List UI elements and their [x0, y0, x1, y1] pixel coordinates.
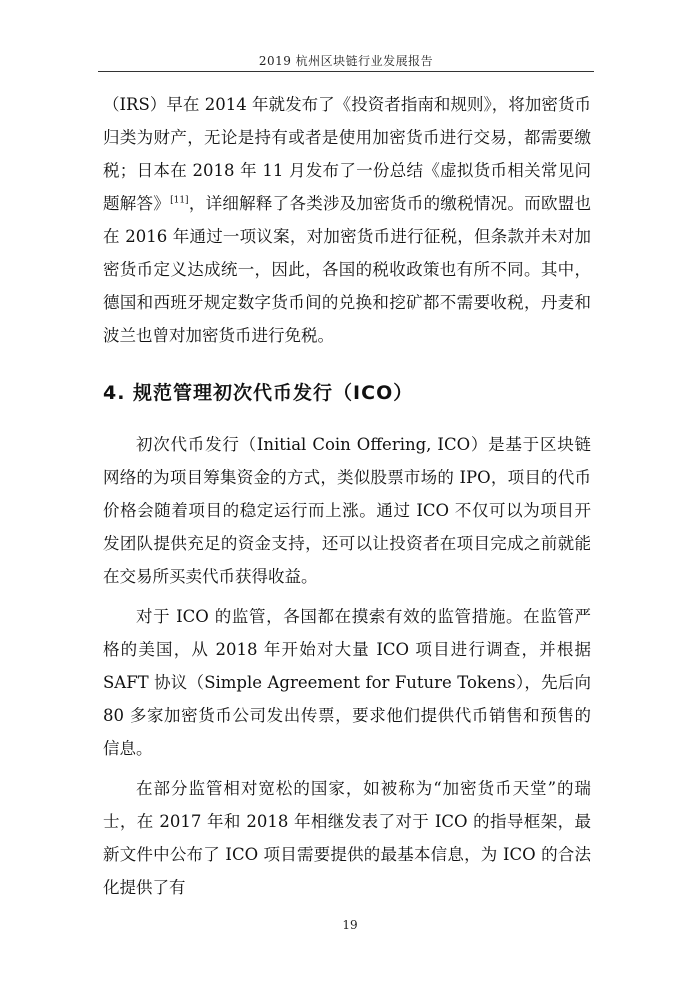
paragraph-text: ，详细解释了各类涉及加密货币的缴税情况。而欧盟也在 2016 年通过一项议案，对加密货币进行征税，但条款并未对加密货币定义达成统一，因此，各国的税收政策也有所不同。其中，德国和西班牙规定数字货币间的兑换和挖矿都不需要收税，丹麦和波兰也曾对加密货币进行免税。 [103, 194, 592, 345]
paragraph-ico-definition: 初次代币发行（Initial Coin Offering, ICO）是基于区块链网络的为项目筹集资金的方式，类似股票市场的 IPO，项目的代币价格会随着项目的稳定运行而上涨。通过 ICO 不仅可以为项目开发团队提供充足的资金支持，还可以让投资者在项目完成之前就能在交易所买卖代币获得收益。 [103, 435, 591, 586]
paragraph-ico-lenient-countries: 在部分监管相对宽松的国家，如被称为“加密货币天堂”的瑞士，在 2017 年和 2018 年相继发表了对于 ICO 的指导框架，最新文件中公布了 ICO 项目需要提供的最基本信息，为 ICO 的合法化提供了有 [103, 779, 591, 897]
page-body [103, 88, 591, 904]
page-number: 19 [342, 918, 358, 932]
citation-reference: [11] [170, 195, 189, 206]
paragraph-text: （IRS）早在 2014 年就发布了《投资者指南和规则》，将加密货币归类为财产，无论是持有或者是使用加密货币进行交易，都需要缴税；日本在 2018 年 11 月发布了一份总结《虚拟货币相关常见问题解答》 [103, 95, 591, 213]
running-header: 2019 杭州区块链行业发展报告 [258, 54, 434, 68]
section-heading: 4. 规范管理初次代币发行（ICO） [103, 382, 414, 404]
paragraph-ico-regulation: 对于 ICO 的监管，各国都在摸索有效的监管措施。在监管严格的美国，从 2018 年开始对大量 ICO 项目进行调查，并根据 SAFT 协议（Simple Agreement for Future Tokens），先后向 80 多家加密货币公司发出传票，要求他们提供代币销售和预售的信息。 [103, 607, 591, 758]
header-divider [98, 71, 594, 72]
paragraph-tax-policy [103, 88, 591, 352]
